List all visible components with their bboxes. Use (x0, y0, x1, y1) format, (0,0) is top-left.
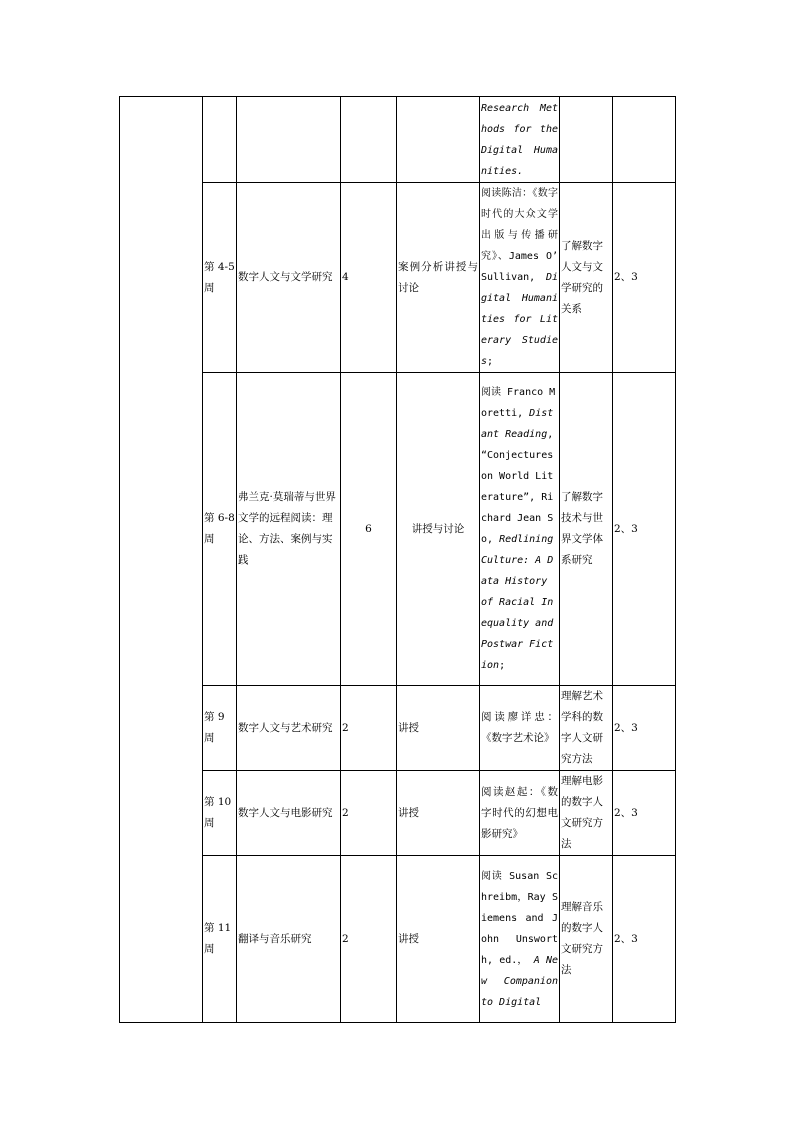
method-cell: 讲授 (397, 856, 480, 1023)
reading-text: ; (499, 660, 506, 671)
reading-cell (480, 856, 560, 1023)
reading-cell (480, 183, 560, 373)
merged-left-cell (120, 97, 203, 1023)
goal-cell: 理解艺术学科的数字人文研究方法 (560, 686, 613, 771)
topic-cell (237, 97, 341, 183)
hours-cell: 2 (341, 771, 397, 856)
reference-cell: 2、3 (613, 183, 676, 373)
method-cell (397, 97, 480, 183)
week-cell (203, 97, 237, 183)
week-cell: 第 11 周 (203, 856, 237, 1023)
goal-cell (560, 97, 613, 183)
goal-cell: 理解音乐的数字人文研究方法 (560, 856, 613, 1023)
reading-title: Distant Reading (481, 408, 554, 440)
method-cell: 案例分析讲授与讨论 (397, 183, 480, 373)
hours-cell: 4 (341, 183, 397, 373)
topic-cell: 弗兰克·莫瑞蒂与世界文学的远程阅读：理论、方法、案例与实践 (237, 373, 341, 686)
reference-cell: 2、3 (613, 373, 676, 686)
hours-cell: 6 (341, 373, 397, 686)
week-cell: 第 10 周 (203, 771, 237, 856)
reading-text: , “Conjectures on World Literature”, Richard Jean So, (481, 429, 554, 545)
goal-cell: 了解数字技术与世界文学体系研究 (560, 373, 613, 686)
table-row (120, 183, 676, 373)
hours-cell (341, 97, 397, 183)
week-cell: 第 9 周 (203, 686, 237, 771)
hours-cell: 2 (341, 856, 397, 1023)
reading-text: 阅读 Susan Schreibm，Ray Siemens and John Unsworth, ed.， (481, 870, 558, 966)
method-cell: 讲授 (397, 686, 480, 771)
table-row (120, 771, 676, 856)
week-cell: 第 4-5 周 (203, 183, 237, 373)
reading-cell (480, 771, 560, 856)
topic-cell: 数字人文与文学研究 (237, 183, 341, 373)
reading-title: Digital Humanities for Literary Studies (481, 272, 558, 367)
method-cell: 讲授与讨论 (397, 373, 480, 686)
goal-cell: 理解电影的数字人文研究方法 (560, 771, 613, 856)
reference-cell: 2、3 (613, 856, 676, 1023)
reading-text: 阅读 Franco Moretti, (481, 387, 556, 419)
method-cell: 讲授 (397, 771, 480, 856)
reference-cell: 2、3 (613, 686, 676, 771)
topic-cell: 数字人文与电影研究 (237, 771, 341, 856)
reading-cell (480, 686, 560, 771)
topic-cell: 翻译与音乐研究 (237, 856, 341, 1023)
table-row (120, 856, 676, 1023)
reading-text: 阅读廖详忠：《数字艺术论》 (481, 711, 558, 744)
reference-cell (613, 97, 676, 183)
table-row (120, 97, 676, 183)
reading-cell (480, 373, 560, 686)
reading-text: 阅读陈洁：《数字时代的大众文学出版与传播研究》、James O’ Sullivan, (481, 188, 558, 283)
reference-cell: 2、3 (613, 771, 676, 856)
reading-title: A New Companion to Digital (481, 954, 558, 1008)
topic-cell: 数字人文与艺术研究 (237, 686, 341, 771)
reading-text: 阅读赵起：《数字时代的幻想电影研究》 (481, 785, 558, 840)
hours-cell: 2 (341, 686, 397, 771)
reading-title: Redlining Culture: A Data History of Racial Inequality and Postwar Fiction (481, 534, 554, 671)
table-row (120, 373, 676, 686)
reading-text: ; (487, 356, 494, 367)
course-schedule-table (119, 96, 676, 1023)
week-cell: 第 6-8 周 (203, 373, 237, 686)
reading-cell (480, 97, 560, 183)
table-row (120, 686, 676, 771)
reading-text: Research Methods for the Digital Humanities. (481, 102, 558, 177)
goal-cell: 了解数字人文与文学研究的关系 (560, 183, 613, 373)
